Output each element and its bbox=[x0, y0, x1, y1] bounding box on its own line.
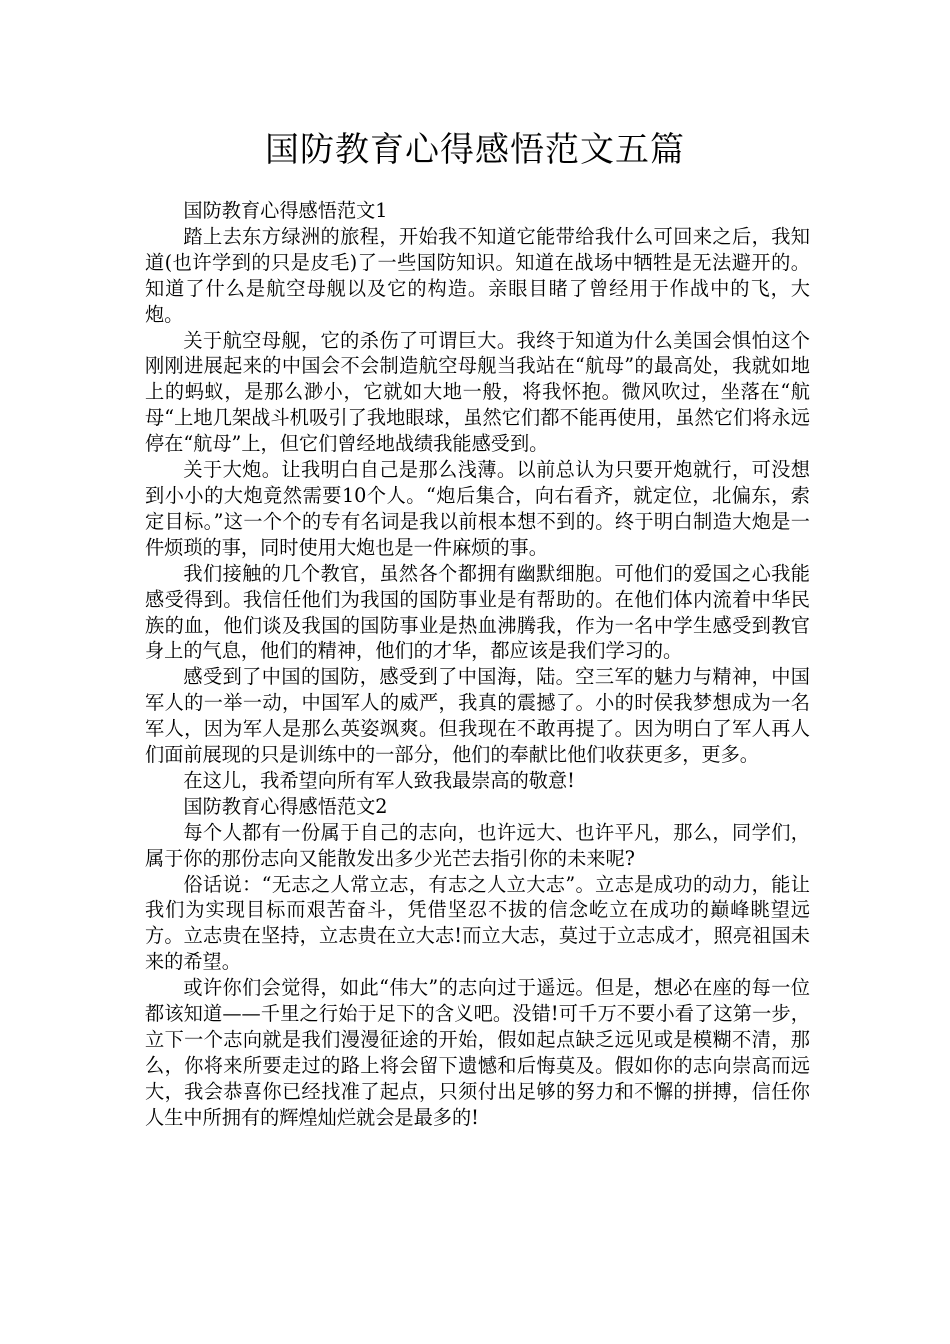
paragraph: 每个人都有一份属于自己的志向，也许远大、也许平凡，那么，同学们，属于你的那份志向又能散发出多少光芒去指引你的未来呢? bbox=[145, 820, 810, 870]
paragraph: 我们接触的几个教官，虽然各个都拥有幽默细胞。可他们的爱国之心我能感受得到。我信任他们为我国的国防事业是有帮助的。在他们体内流着中华民族的血，他们谈及我国的国防事业是热血沸腾我，作为一名中学生感受到教官身上的气息，他们的精神，他们的才华，都应该是我们学习的。 bbox=[145, 561, 810, 663]
document-title: 国防教育心得感悟范文五篇 bbox=[265, 130, 685, 170]
paragraph: 关于航空母舰，它的杀伤了可谓巨大。我终于知道为什么美国会惧怕这个刚刚进展起来的中国会不会制造航空母舰当我站在“航母”的最高处，我就如地上的蚂蚁，是那么渺小，它就如大地一般，将我怀抱。微风吹过，坐落在“航母“上地几架战斗机吸引了我地眼球，虽然它们都不能再使用，虽然它们将永远停在“航母”上，但它们曾经地战绩我能感受到。 bbox=[145, 328, 810, 456]
paragraph: 踏上去东方绿洲的旅程，开始我不知道它能带给我什么可回来之后，我知道(也许学到的只是皮毛)了一些国防知识。知道在战场中牺牲是无法避开的。知道了什么是航空母舰以及它的构造。亲眼目睹了曾经用于作战中的飞，大炮。 bbox=[145, 224, 810, 326]
paragraph: 或许你们会觉得，如此“伟大”的志向过于遥远。但是，想必在座的每一位都该知道——千里之行始于足下的含义吧。没错!可千万不要小看了这第一步，立下一个志向就是我们漫漫征途的开始，假如起点缺乏远见或是模糊不清，那么，你将来所要走过的路上将会留下遗憾和后悔莫及。假如你的志向崇高而远大，我会恭喜你已经找准了起点，只须付出足够的努力和不懈的拼搏，信任你人生中所拥有的辉煌灿烂就会是最多的! bbox=[145, 976, 810, 1129]
section-heading-1: 国防教育心得感悟范文1 bbox=[183, 199, 388, 222]
paragraph: 在这儿，我希望向所有军人致我最崇高的敬意! bbox=[183, 768, 575, 792]
paragraph: 感受到了中国的国防，感受到了中国海，陆。空三军的魅力与精神，中国军人的一举一动，中国军人的威严，我真的震撼了。小的时侯我梦想成为一名军人，因为军人是那么英姿飒爽。但我现在不敢再提了。因为明白了军人再人们面前展现的只是训练中的一部分，他们的奉献比他们收获更多，更多。 bbox=[145, 665, 810, 767]
document-body bbox=[145, 198, 810, 1131]
section-heading-2: 国防教育心得感悟范文2 bbox=[183, 794, 388, 818]
paragraph: 俗话说：“无志之人常立志，有志之人立大志”。立志是成功的动力，能让我们为实现目标而艰苦奋斗，凭借坚忍不拔的信念屹立在成功的巅峰眺望远方。立志贵在坚持，立志贵在立大志!而立大志，莫过于立志成才，照亮祖国未来的希望。 bbox=[145, 872, 810, 974]
paragraph: 关于大炮。让我明白自己是那么浅薄。以前总认为只要开炮就行，可没想到小小的大炮竟然需要10个人。“炮后集合，向右看齐，就定位，北偏东，索定目标。”这一个个的专有名词是我以前根本想不到的。终于明白制造大炮是一件烦琐的事，同时使用大炮也是一件麻烦的事。 bbox=[145, 458, 810, 559]
